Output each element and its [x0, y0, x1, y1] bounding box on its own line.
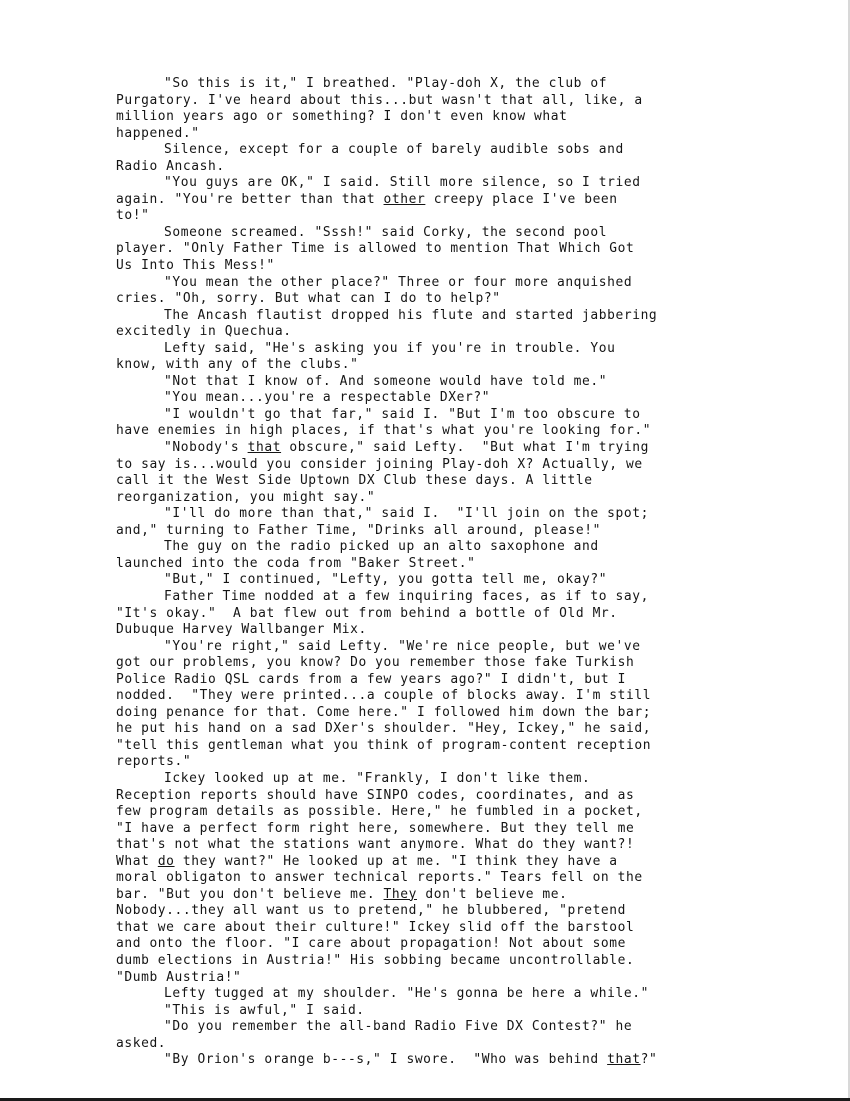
underlined-word: that	[247, 440, 282, 456]
text-line: Radio Ancash.	[116, 158, 225, 174]
text-line: dumb elections in Austria!" His sobbing became uncontrollable.	[116, 952, 635, 968]
text-line: "Not that I know of. And someone would have told me."	[164, 373, 608, 389]
text-line: asked.	[116, 1035, 167, 1051]
text-line: "You mean the other place?" Three or four more anquished	[164, 274, 633, 290]
text-line: know, with any of the clubs."	[116, 357, 359, 373]
text-line: that we care about their culture!" Ickey slid off the barstool	[116, 919, 635, 935]
text-line: reports."	[116, 754, 192, 770]
text-segment: ?"	[640, 1052, 658, 1068]
text-line: "You guys are OK," I said. Still more silence, so I tried	[164, 175, 641, 191]
text-line: "Dumb Austria!"	[116, 969, 242, 985]
text-line: happened."	[116, 125, 200, 141]
text-segment: What	[116, 853, 158, 869]
text-line: have enemies in high places, if that's what you're looking for."	[116, 423, 652, 439]
text-line: doing penance for that. Come here." I followed him down the bar;	[116, 704, 652, 720]
text-segment: they want?" He looked up at me. "I think they have a	[174, 853, 618, 869]
text-line: "This is awful," I said.	[164, 1002, 365, 1018]
text-line: "I wouldn't go that far," said I. "But I'm too obscure to	[164, 406, 641, 422]
text-line: he put his hand on a sad DXer's shoulder. "Hey, Ickey," he said,	[116, 721, 652, 737]
underlined-word: They	[383, 886, 417, 902]
text-line	[116, 192, 776, 209]
text-line: player. "Only Father Time is allowed to mention That Which Got	[116, 241, 635, 257]
underlined-word: that	[607, 1052, 641, 1068]
text-line: Dubuque Harvey Wallbanger Mix.	[116, 622, 367, 638]
text-line	[116, 1052, 776, 1069]
text-line: to!"	[116, 208, 150, 224]
text-line: "But," I continued, "Lefty, you gotta tell me, okay?"	[164, 572, 608, 588]
underlined-word: do	[157, 853, 175, 869]
text-line: launched into the coda from "Baker Street."	[116, 555, 476, 571]
text-line: Nobody...they all want us to pretend," he blubbered, "pretend	[116, 903, 627, 919]
text-line: nodded. "They were printed...a couple of blocks away. I'm still	[116, 688, 652, 704]
text-line: "Do you remember the all-band Radio Five DX Contest?" he	[164, 1019, 633, 1035]
text-line: Us Into This Mess!"	[116, 258, 275, 274]
underlined-word: other	[383, 191, 426, 207]
text-line: Father Time nodded at a few inquiring faces, as if to say,	[164, 588, 649, 604]
text-line: "I'll do more than that," said I. "I'll join on the spot;	[164, 506, 649, 522]
text-line: The guy on the radio picked up an alto saxophone and	[164, 539, 599, 555]
text-line: excitedly in Quechua.	[116, 324, 292, 340]
text-line: reorganization, you might say."	[116, 489, 376, 505]
text-line: "It's okay." A bat flew out from behind a bottle of Old Mr.	[116, 605, 618, 621]
text-segment: "Nobody's	[164, 440, 248, 456]
text-line: The Ancash flautist dropped his flute and started jabbering	[164, 307, 658, 323]
text-line: Someone screamed. "Sssh!" said Corky, the second pool	[164, 224, 608, 240]
text-line: and," turning to Father Time, "Drinks all around, please!"	[116, 522, 601, 538]
text-line	[116, 887, 776, 904]
text-line: "You mean...you're a respectable DXer?"	[164, 390, 491, 406]
text-line: Lefty tugged at my shoulder. "He's gonna be here a while."	[164, 986, 649, 1002]
text-segment: "By Orion's orange b---s," I swore. "Who was behind	[164, 1052, 608, 1068]
text-line: million years ago or something? I don't even know what	[116, 109, 568, 125]
text-segment: again. "You're better than that	[116, 191, 384, 207]
text-line: and onto the floor. "I care about propagation! Not about some	[116, 936, 627, 952]
text-segment: bar. "But you don't believe me.	[116, 886, 384, 902]
text-line: few program details as possible. Here," he fumbled in a pocket,	[116, 804, 643, 820]
text-line	[116, 854, 776, 871]
text-line: "You're right," said Lefty. "We're nice people, but we've	[164, 638, 641, 654]
text-segment: creepy place I've been	[425, 191, 618, 207]
text-line: cries. "Oh, sorry. But what can I do to help?"	[116, 291, 501, 307]
text-line: "I have a perfect form right here, somewhere. But they tell me	[116, 820, 635, 836]
text-line: Reception reports should have SINPO codes, coordinates, and as	[116, 787, 635, 803]
text-line: call it the West Side Uptown DX Club these days. A little	[116, 473, 593, 489]
text-line: Ickey looked up at me. "Frankly, I don't like them.	[164, 770, 591, 786]
text-line: got our problems, you know? Do you remember those fake Turkish	[116, 655, 635, 671]
text-line: Silence, except for a couple of barely audible sobs and	[164, 142, 624, 158]
text-line: to say is...would you consider joining Play-doh X? Actually, we	[116, 456, 643, 472]
text-segment: obscure," said Lefty. "But what I'm trying	[281, 440, 649, 456]
text-line: Lefty said, "He's asking you if you're in trouble. You	[164, 340, 616, 356]
text-line: "tell this gentleman what you think of program-content reception	[116, 737, 652, 753]
text-line: Police Radio QSL cards from a few years ago?" I didn't, but I	[116, 671, 627, 687]
text-line: moral obligaton to answer technical reports." Tears fell on the	[116, 870, 643, 886]
text-line: Purgatory. I've heard about this...but wasn't that all, like, a	[116, 92, 643, 108]
story-text	[116, 76, 776, 1069]
text-line: "So this is it," I breathed. "Play-doh X, the club of	[164, 76, 608, 91]
text-line: that's not what the stations want anymore. What do they want?!	[116, 837, 635, 853]
text-segment: don't believe me.	[417, 886, 568, 902]
text-line	[116, 440, 776, 457]
